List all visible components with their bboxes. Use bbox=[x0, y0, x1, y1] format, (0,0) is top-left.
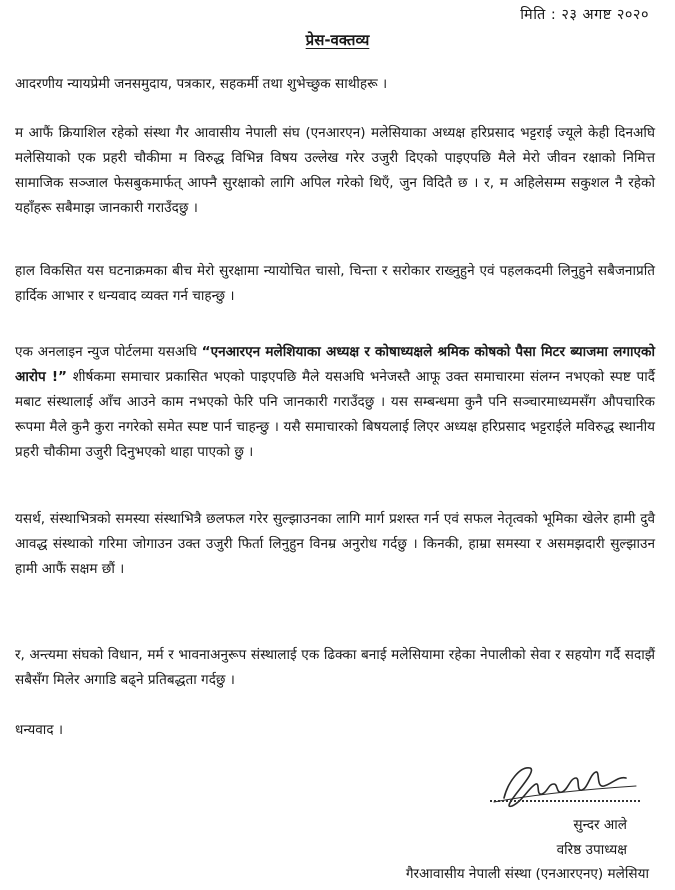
paragraph-1: म आफैं क्रियाशिल रहेको संस्था गैर आवासीय नेपाली संघ (एनआरएन) मलेसियाका अध्यक्ष हरिप्रसाद भट्टराई ज्यूले केही दिनअघि मलेसियाको एक प्रहरी चौकीमा म विरुद्ध विभिन्न विषय उल्लेख गरेर उजुरी दिएको पाइएपछि मैले मेरो जीवन रक्षाको निमित्त सामाजिक सञ्जाल फेसबुकमार्फत् आफ्नै सुरक्षाको लागि अपिल गरेको थिएँ, जुन विदितै छ । र, म अहिलेसम्म सकुशल नै रहेको यहाँहरू सबैमाझ जानकारी गराउँदछु । bbox=[15, 125, 655, 216]
paragraph-5: र, अन्त्यमा संघको विधान, मर्म र भावनाअनुरूप संस्थालाई एक ढिक्का बनाई मलेसियामा रहेका नेपालीको सेवा र सहयोग गर्दै सदाझैं सबैसँग मिलेर अगाडि बढ्ने प्रतिबद्धता गर्दछु । bbox=[15, 647, 655, 688]
signatory-position: वरिष्ठ उपाध्यक्ष bbox=[556, 842, 627, 858]
paragraph-2: हाल विकसित यस घटनाक्रमका बीच मेरो सुरक्षामा न्यायोचित चासो, चिन्ता र सरोकार राख्नुहुने एवं पहलकदमी लिनुहुने सबैजनाप्रति हार्दिक आभार र धन्यवाद व्यक्त गर्न चाहन्छु । bbox=[15, 263, 655, 304]
signature-dotted-line bbox=[490, 800, 640, 802]
signatory-organization: गैरआवासीय नेपाली संस्था (एनआरएनए) मलेसिया bbox=[405, 866, 649, 882]
paragraph-3-intro: एक अनलाइन न्युज पोर्टलमा यसअघि bbox=[15, 344, 202, 360]
document-title: प्रेस-वक्तव्य bbox=[305, 31, 370, 49]
paragraph-4: यसर्थ, संस्थाभित्रको समस्या संस्थाभित्रै छलफल गरेर सुल्झाउनका लागि मार्ग प्रशस्त गर्न एवं सफल नेतृत्वको भूमिका खेलेर हामी दुवै आवद्ध संस्थाको गरिमा जोगाउन उक्त उजुरी फिर्ता लिनुहुन विनम्र अनुरोध गर्दछु । किनकी, हाम्रा समस्या र असमझदारी सुल्झाउन हामी आफैं सक्षम छौं । bbox=[15, 511, 655, 577]
salutation: आदरणीय न्यायप्रेमी जनसमुदाय, पत्रकार, सहकर्मी तथा शुभेच्छुक साथीहरू । bbox=[15, 76, 388, 92]
signatory-name: सुन्दर आले bbox=[573, 817, 627, 833]
document-title-wrapper bbox=[0, 30, 675, 50]
news-headline-quote: “एनआरएन मलेशियाका अध्यक्ष र कोषाध्यक्षले श्रमिक कोषको पैसा मिटर ब्याजमा लगाएको आरोप !” bbox=[15, 344, 655, 385]
handwritten-signature bbox=[486, 756, 646, 816]
paragraph-3-rest: शीर्षकमा समाचार प्रकासित भएको पाइएपछि मैले यसअघि भनेजस्तै आफू उक्त समाचारमा संलग्न नभएको स्पष्ट पार्दै मबाट संस्थालाई आँच आउने काम नभएको फेरि पनि जानकारी गराउँदछु । यस सम्बन्धमा कुनै पनि सञ्चारमाध्यमसँग औपचारिक रूपमा मैले कुनै कुरा नगरेको समेत स्पष्ट पार्न चाहन्छु । यसै समाचारको बिषयलाई लिएर अध्यक्ष हरिप्रसाद भट्टराईले मविरुद्ध स्थानीय प्रहरी चौकीमा उजुरी दिनुभएको थाहा पाएको छु । bbox=[15, 369, 656, 460]
paragraph-3 bbox=[15, 340, 655, 465]
document-date: मिति : २३ अगष्ट २०२० bbox=[520, 7, 649, 23]
closing-thanks: धन्यवाद । bbox=[15, 722, 64, 738]
